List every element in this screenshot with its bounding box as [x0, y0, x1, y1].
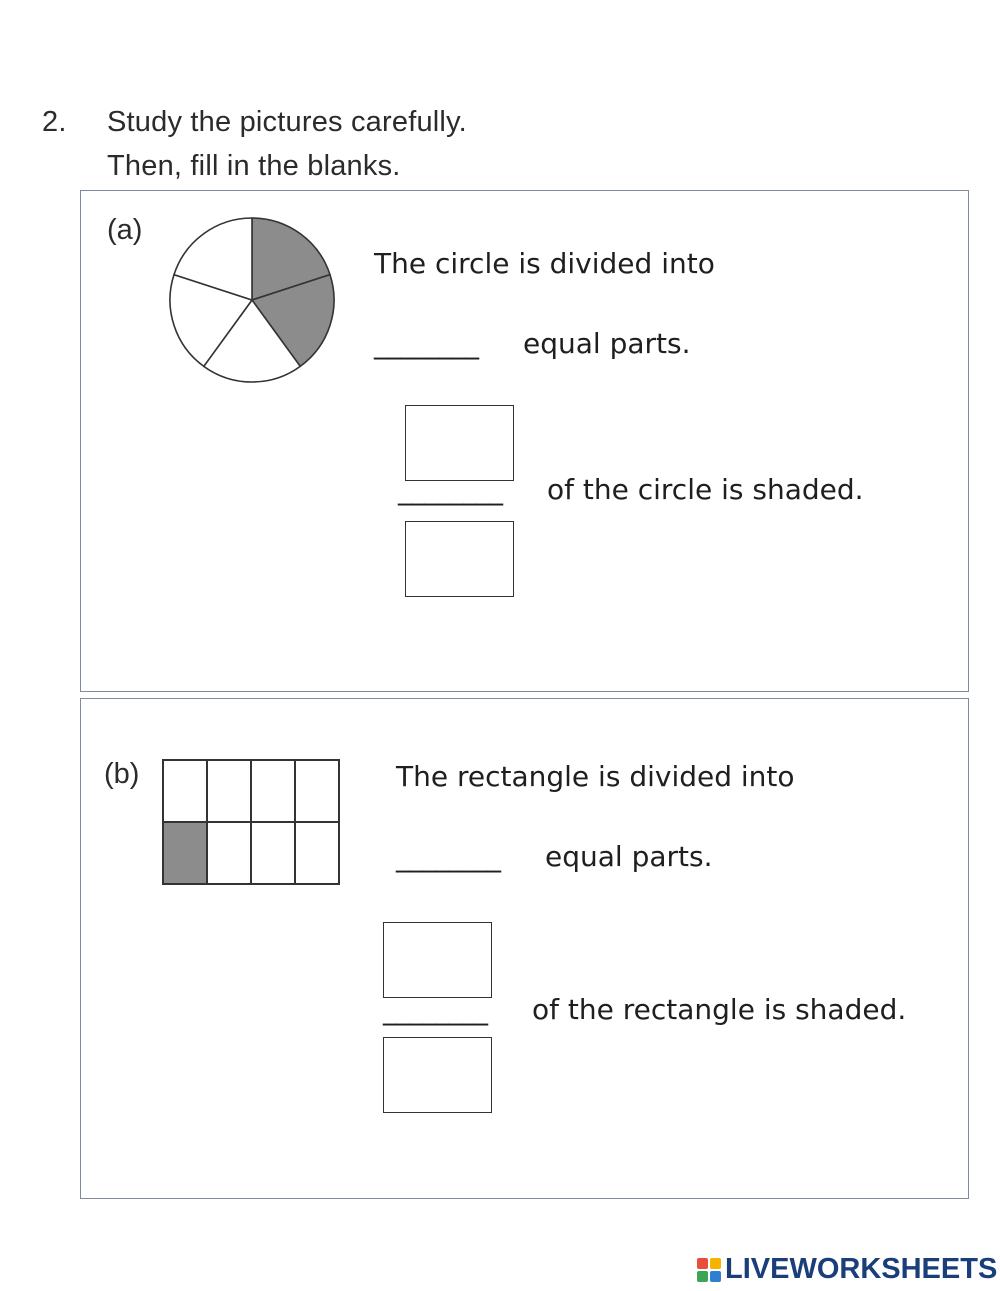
part-a-sentence-3: of the circle is shaded. [547, 473, 864, 506]
liveworksheets-logo [697, 1253, 997, 1286]
part-a-parts-blank[interactable]: ________ [374, 327, 478, 360]
logo-text: LIVEWORKSHEETS [725, 1253, 998, 1285]
logo-mark-icon [697, 1258, 721, 1282]
rectangle-cell-7 [251, 822, 295, 884]
logo-square-2 [710, 1258, 721, 1269]
divided-rectangle [160, 757, 342, 887]
rectangle-cell-4 [295, 760, 339, 822]
instruction-line-1: Study the pictures carefully. [107, 106, 467, 138]
part-b-sentence-1: The rectangle is divided into [396, 760, 795, 793]
logo-square-1 [697, 1258, 708, 1269]
circle-slices [170, 218, 334, 382]
rectangle-cells [163, 760, 339, 884]
part-b-label: (b) [104, 758, 140, 790]
part-b-numerator-box[interactable] [383, 922, 492, 998]
divided-circle [166, 214, 338, 386]
logo-square-4 [710, 1271, 721, 1282]
part-a-numerator-box[interactable] [405, 405, 514, 481]
part-a-sentence-1: The circle is divided into [374, 247, 715, 280]
rectangle-cell-6 [207, 822, 251, 884]
part-b-parts-blank[interactable]: ________ [396, 840, 500, 873]
rectangle-cell-2 [207, 760, 251, 822]
rectangle-cell-5 [163, 822, 207, 884]
part-b-denominator-box[interactable] [383, 1037, 492, 1113]
instruction-line-2: Then, fill in the blanks. [107, 150, 401, 182]
part-b-sentence-2: equal parts. [545, 840, 713, 873]
part-a-label: (a) [107, 214, 143, 246]
logo-square-3 [697, 1271, 708, 1282]
part-a-sentence-2: equal parts. [523, 327, 691, 360]
rectangle-cell-3 [251, 760, 295, 822]
rectangle-cell-8 [295, 822, 339, 884]
part-a-denominator-box[interactable] [405, 521, 514, 597]
part-b-fraction-line: ________ [383, 993, 487, 1026]
question-number: 2. [42, 106, 67, 138]
part-b-sentence-3: of the rectangle is shaded. [532, 993, 907, 1026]
part-a-fraction-line: ________ [398, 473, 502, 506]
rectangle-cell-1 [163, 760, 207, 822]
